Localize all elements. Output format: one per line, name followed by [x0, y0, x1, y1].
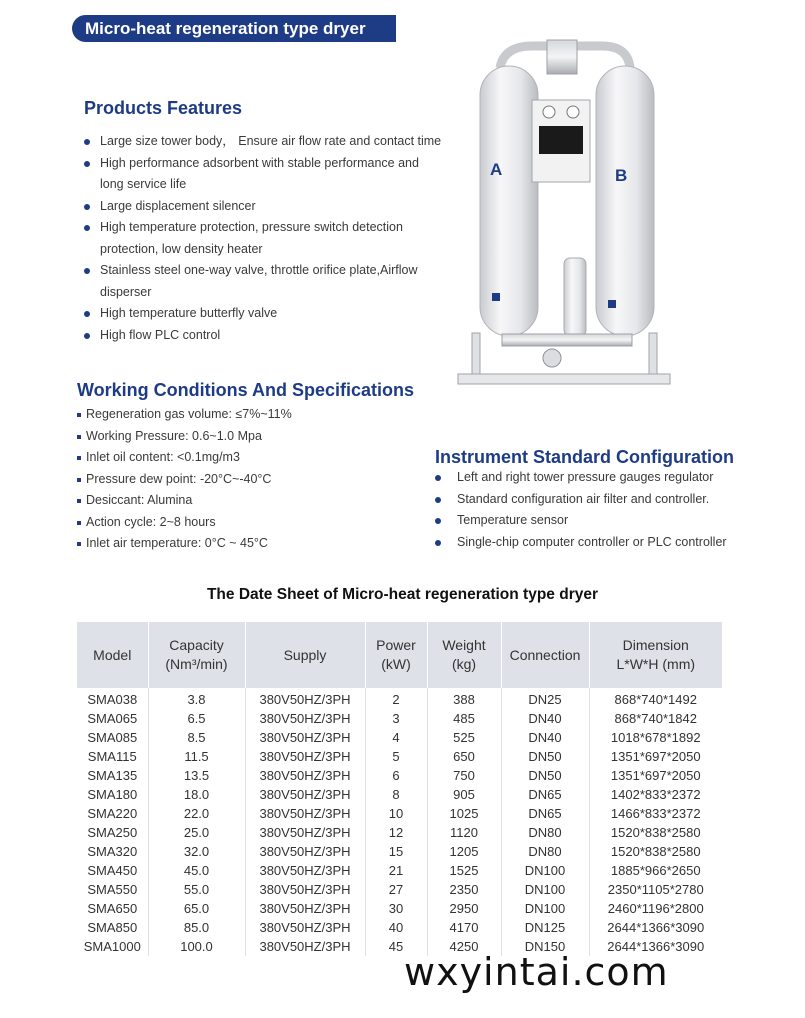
working-conditions-heading: Working Conditions And Specifications: [77, 380, 415, 400]
table-header-row: [77, 622, 722, 688]
instrument-item: Single-chip computer controller or PLC controller: [435, 532, 775, 554]
column-header-text: (kg): [451, 656, 477, 672]
column-header: [148, 622, 245, 688]
column-header: [589, 622, 722, 688]
working-condition-item: Desiccant: Alumina: [77, 490, 397, 512]
feature-item: High temperature protection, pressure switch detection protection, low density heater: [84, 217, 444, 260]
feature-item: High temperature butterfly valve: [84, 303, 444, 325]
table-cell: DN65: [501, 804, 589, 823]
instrument-item: Standard configuration air filter and controller.: [435, 489, 775, 511]
table-cell: 1120: [427, 823, 501, 842]
logo-left-icon: [492, 293, 500, 301]
column-header-text: Connection: [509, 646, 581, 663]
table-cell: 1018*678*1892: [610, 730, 701, 745]
table-cell: DN125: [501, 918, 589, 937]
working-condition-item: Action cycle: 2~8 hours: [77, 512, 397, 534]
working-condition-item: Pressure dew point: -20°C~-40°C: [77, 469, 397, 491]
table-cell: 650: [427, 747, 501, 766]
table-cell: 1520*838*2580: [610, 844, 701, 859]
table-cell: 1885*966*2650: [610, 863, 701, 878]
table-cell: SMA115: [77, 747, 148, 766]
feature-item: Large displacement silencer: [84, 196, 444, 218]
tower-a-label: A: [490, 160, 503, 179]
page-title-banner: Micro-heat regeneration type dryer: [72, 15, 396, 42]
table-cell: SMA650: [77, 899, 148, 918]
watermark: wxyintai.com: [404, 950, 669, 994]
table-cell: DN80: [501, 842, 589, 861]
table-cell: SMA1000: [77, 937, 148, 956]
table-row: [77, 785, 722, 804]
table-cell: 11.5: [148, 747, 245, 766]
column-header-text: Dimension: [622, 637, 689, 653]
table-cell: SMA065: [77, 709, 148, 728]
table-cell: 380V50HZ/3PH: [245, 937, 365, 956]
table-cell: 25.0: [148, 823, 245, 842]
table-cell: 10: [365, 804, 427, 823]
table-cell: 4: [365, 728, 427, 747]
table-cell: DN40: [501, 728, 589, 747]
tower-b-label: B: [615, 166, 628, 185]
column-header-text: Model: [93, 646, 132, 663]
table-cell: 380V50HZ/3PH: [245, 823, 365, 842]
column-header-text: Supply: [283, 646, 327, 663]
table-cell: 380V50HZ/3PH: [245, 899, 365, 918]
table-cell: SMA550: [77, 880, 148, 899]
tower-a: [480, 66, 538, 336]
table-cell: SMA038: [77, 688, 148, 709]
table-cell: 6.5: [148, 709, 245, 728]
table-cell: 1205: [427, 842, 501, 861]
table-row: [77, 861, 722, 880]
table-cell: 485: [427, 709, 501, 728]
working-condition-item: Regeneration gas volume: ≤7%~11%: [77, 404, 397, 426]
table-cell: 45: [365, 937, 427, 956]
table-row: [77, 823, 722, 842]
spec-table: [77, 622, 722, 956]
table-cell: DN50: [501, 747, 589, 766]
table-cell: 1351*697*2050: [610, 749, 701, 764]
table-cell: 750: [427, 766, 501, 785]
silencer: [564, 258, 586, 336]
table-cell: 40: [365, 918, 427, 937]
table-cell: DN25: [501, 688, 589, 709]
table-cell: 30: [365, 899, 427, 918]
feature-item: High performance adsorbent with stable performance and long service life: [84, 153, 444, 196]
logo-right-icon: [608, 300, 616, 308]
table-cell: 5: [365, 747, 427, 766]
table-row: [77, 766, 722, 785]
table-cell: DN65: [501, 785, 589, 804]
table-row: [77, 842, 722, 861]
table-cell: 380V50HZ/3PH: [245, 766, 365, 785]
instrument-item: Left and right tower pressure gauges regulator: [435, 467, 775, 489]
table-row: [77, 688, 722, 709]
column-header: [501, 622, 589, 688]
feature-item: Large size tower body， Ensure air flow rate and contact time: [84, 131, 444, 153]
table-cell: DN80: [501, 823, 589, 842]
working-condition-item: Working Pressure: 0.6~1.0 Mpa: [77, 426, 397, 448]
table-cell: 868*740*1842: [614, 711, 697, 726]
feature-item: Stainless steel one-way valve, throttle orifice plate,Airflow disperser: [84, 260, 444, 303]
controller-screen: [539, 126, 583, 154]
table-cell: 45.0: [148, 861, 245, 880]
table-cell: DN150: [501, 937, 589, 956]
table-cell: 2460*1196*2800: [607, 901, 704, 916]
table-cell: 18.0: [148, 785, 245, 804]
table-cell: 380V50HZ/3PH: [245, 709, 365, 728]
table-cell: SMA135: [77, 766, 148, 785]
table-cell: SMA250: [77, 823, 148, 842]
table-body: [77, 688, 722, 956]
column-header-text: Power: [376, 637, 416, 653]
table-cell: 380V50HZ/3PH: [245, 842, 365, 861]
table-cell: 8.5: [148, 728, 245, 747]
table-cell: 13.5: [148, 766, 245, 785]
table-cell: DN100: [501, 899, 589, 918]
table-cell: 55.0: [148, 880, 245, 899]
column-header: [427, 622, 501, 688]
table-cell: SMA850: [77, 918, 148, 937]
table-title: The Date Sheet of Micro-heat regeneration type dryer: [206, 586, 599, 603]
table-cell: 1525: [427, 861, 501, 880]
pressure-gauge-right-icon: [567, 106, 579, 118]
table-cell: 4250: [427, 937, 501, 956]
column-header-text: Capacity: [169, 637, 224, 653]
column-header-text: Weight: [442, 637, 486, 653]
table-cell: SMA320: [77, 842, 148, 861]
table-cell: DN100: [501, 880, 589, 899]
column-header: [245, 622, 365, 688]
column-header: [365, 622, 427, 688]
instrument-list: [435, 467, 775, 553]
working-conditions-list: [77, 404, 397, 555]
instrument-heading: Instrument Standard Configuration: [435, 447, 734, 467]
table-cell: 2350: [427, 880, 501, 899]
top-valve-block: [547, 40, 577, 74]
table-cell: 2644*1366*3090: [607, 920, 705, 935]
table-cell: 4170: [427, 918, 501, 937]
table-cell: 21: [365, 861, 427, 880]
dryer-product-image: [452, 38, 677, 398]
instrument-item: Temperature sensor: [435, 510, 775, 532]
table-row: [77, 747, 722, 766]
table-cell: 1025: [427, 804, 501, 823]
tower-b: [596, 66, 654, 336]
table-cell: 1402*833*2372: [610, 787, 701, 802]
table-cell: DN50: [501, 766, 589, 785]
table-row: [77, 918, 722, 937]
pressure-gauge-left-icon: [543, 106, 555, 118]
table-cell: 65.0: [148, 899, 245, 918]
table-row: [77, 709, 722, 728]
table-cell: 1466*833*2372: [610, 806, 701, 821]
table-row: [77, 728, 722, 747]
table-cell: 15: [365, 842, 427, 861]
table-row: [77, 880, 722, 899]
table-cell: 85.0: [148, 918, 245, 937]
column-header-text: (kW): [381, 656, 411, 672]
table-cell: 380V50HZ/3PH: [245, 861, 365, 880]
table-cell: 525: [427, 728, 501, 747]
working-condition-item: Inlet air temperature: 0°C ~ 45°C: [77, 533, 397, 555]
table-cell: 3.8: [148, 688, 245, 709]
table-cell: DN100: [501, 861, 589, 880]
table-cell: SMA085: [77, 728, 148, 747]
table-cell: 868*740*1492: [614, 692, 697, 707]
feature-item: High flow PLC control: [84, 325, 444, 347]
table-cell: SMA220: [77, 804, 148, 823]
table-cell: 2350*1105*2780: [607, 882, 704, 897]
inlet-flange-icon: [543, 349, 561, 367]
table-cell: 100.0: [148, 937, 245, 956]
table-cell: 388: [427, 688, 501, 709]
table-cell: 380V50HZ/3PH: [245, 747, 365, 766]
table-cell: 905: [427, 785, 501, 804]
table-row: [77, 899, 722, 918]
table-cell: 380V50HZ/3PH: [245, 728, 365, 747]
table-cell: 380V50HZ/3PH: [245, 918, 365, 937]
table-cell: 380V50HZ/3PH: [245, 804, 365, 823]
table-cell: 3: [365, 709, 427, 728]
working-condition-item: Inlet oil content: <0.1mg/m3: [77, 447, 397, 469]
column-header: [77, 622, 148, 688]
features-heading: Products Features: [84, 98, 243, 118]
table-cell: 380V50HZ/3PH: [245, 688, 365, 709]
frame-base: [458, 374, 670, 384]
bottom-manifold: [502, 334, 632, 346]
table-cell: 27: [365, 880, 427, 899]
table-cell: SMA180: [77, 785, 148, 804]
table-cell: 380V50HZ/3PH: [245, 880, 365, 899]
table-cell: 380V50HZ/3PH: [245, 785, 365, 804]
table-cell: 1351*697*2050: [610, 768, 701, 783]
table-cell: 6: [365, 766, 427, 785]
table-cell: 12: [365, 823, 427, 842]
table-cell: SMA450: [77, 861, 148, 880]
table-cell: DN40: [501, 709, 589, 728]
table-cell: 2: [365, 688, 427, 709]
table-row: [77, 804, 722, 823]
column-header-text: (Nm³/min): [165, 656, 228, 672]
table-cell: 2644*1366*3090: [607, 939, 705, 954]
table-cell: 2950: [427, 899, 501, 918]
table-cell: 1520*838*2580: [610, 825, 701, 840]
column-header-text: L*W*H (mm): [616, 656, 696, 672]
table-cell: 8: [365, 785, 427, 804]
features-list: [84, 131, 444, 346]
table-cell: 32.0: [148, 842, 245, 861]
table-cell: 22.0: [148, 804, 245, 823]
